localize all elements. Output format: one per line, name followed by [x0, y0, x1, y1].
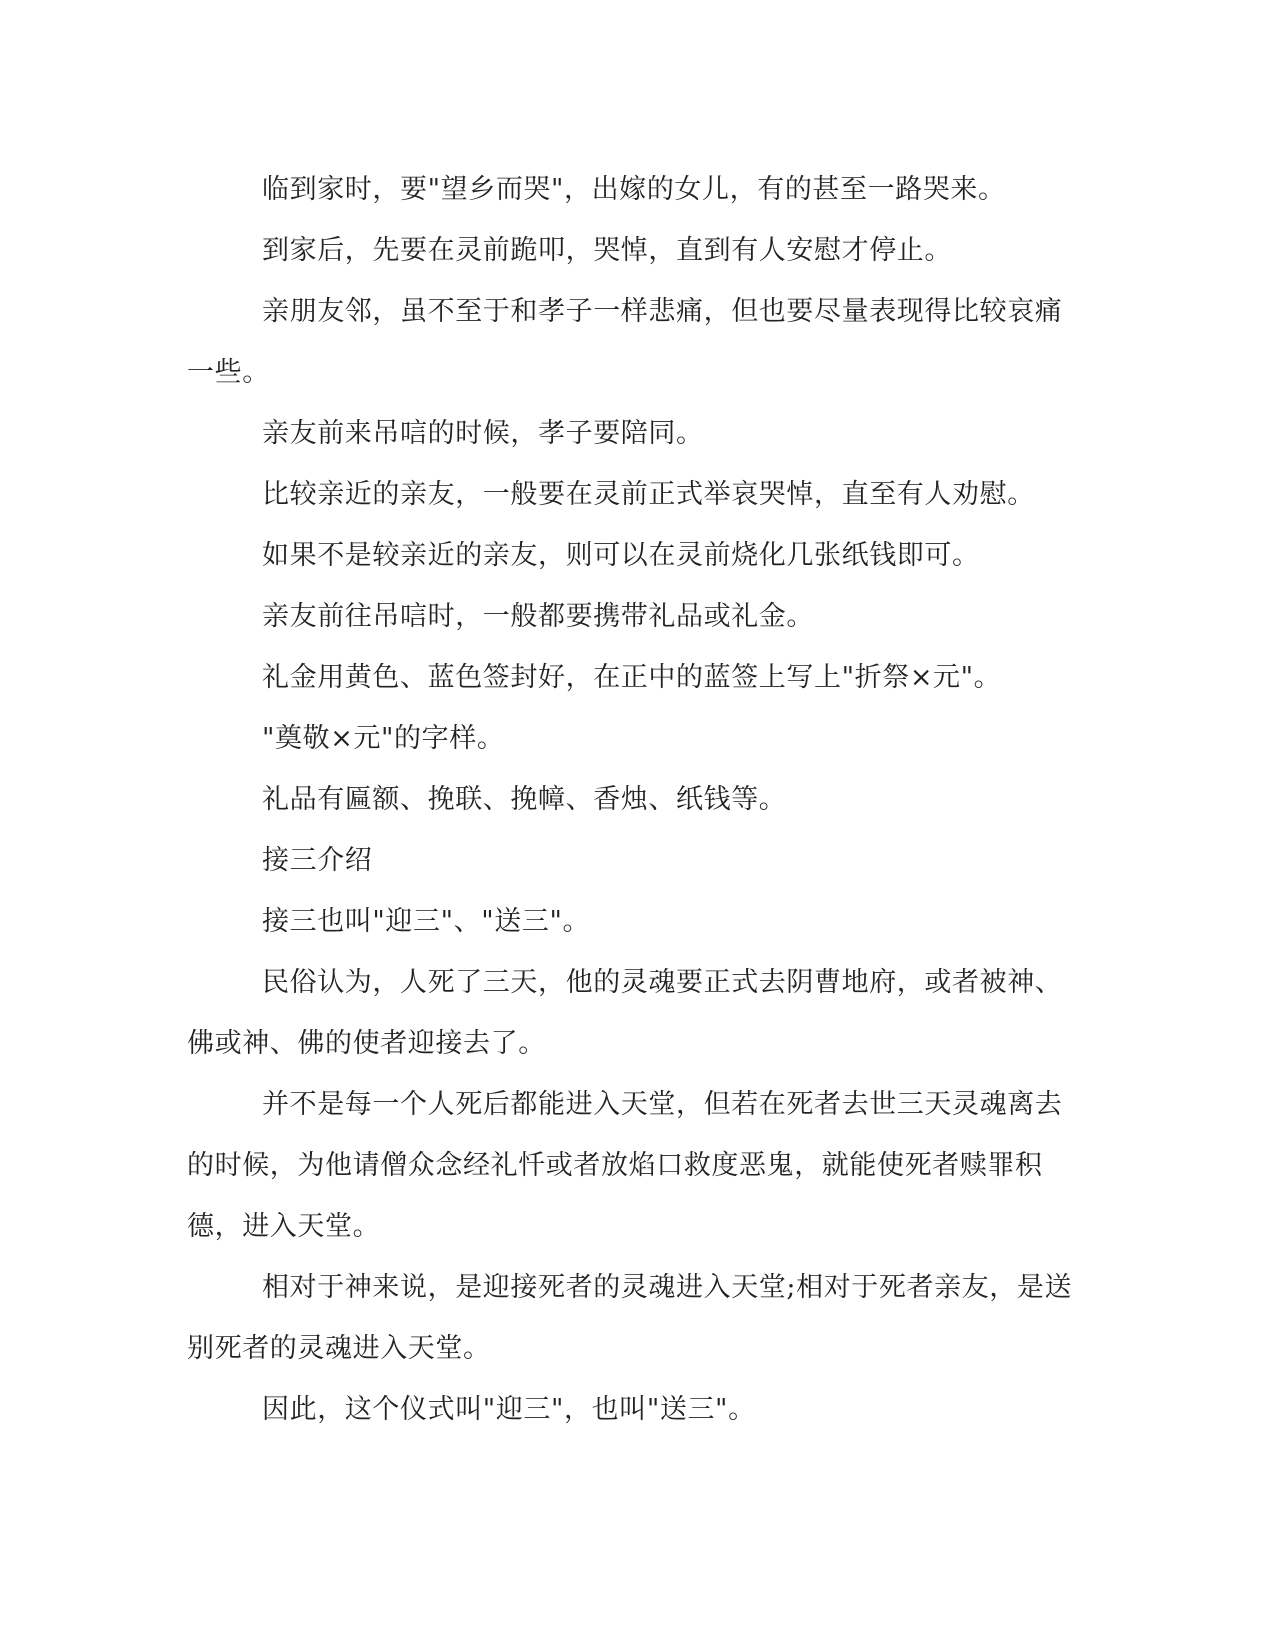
paragraph: 亲朋友邻，虽不至于和孝子一样悲痛，但也要尽量表现得比较哀痛一些。	[187, 296, 1063, 388]
section-heading: 接三介绍	[262, 845, 373, 876]
paragraph: "奠敬×元"的字样。	[262, 723, 505, 754]
paragraph: 亲友前来吊唁的时候，孝子要陪同。	[262, 418, 704, 449]
paragraph: 到家后，先要在灵前跪叩，哭悼，直到有人安慰才停止。	[262, 235, 952, 266]
paragraph: 礼品有匾额、挽联、挽幛、香烛、纸钱等。	[262, 784, 787, 815]
document-body	[187, 159, 1087, 1440]
paragraph: 并不是每一个人死后都能进入天堂，但若在死者去世三天灵魂离去的时候，为他请僧众念经礼忏或者放焰口救度恶鬼，就能使死者赎罪积德，进入天堂。	[187, 1089, 1063, 1242]
paragraph: 礼金用黄色、蓝色签封好，在正中的蓝签上写上"折祭×元"。	[262, 662, 1002, 693]
paragraph: 相对于神来说，是迎接死者的灵魂进入天堂;相对于死者亲友，是送别死者的灵魂进入天堂。	[187, 1272, 1073, 1364]
paragraph: 临到家时，要"望乡而哭"，出嫁的女儿，有的甚至一路哭来。	[262, 174, 1006, 205]
paragraph: 比较亲近的亲友，一般要在灵前正式举哀哭悼，直至有人劝慰。	[262, 479, 1035, 510]
paragraph: 因此，这个仪式叫"迎三"，也叫"送三"。	[262, 1394, 756, 1425]
paragraph: 民俗认为，人死了三天，他的灵魂要正式去阴曹地府，或者被神、佛或神、佛的使者迎接去了。	[187, 967, 1063, 1059]
paragraph: 接三也叫"迎三"、"送三"。	[262, 906, 591, 937]
paragraph: 亲友前往吊唁时，一般都要携带礼品或礼金。	[262, 601, 814, 632]
paragraph: 如果不是较亲近的亲友，则可以在灵前烧化几张纸钱即可。	[262, 540, 980, 571]
